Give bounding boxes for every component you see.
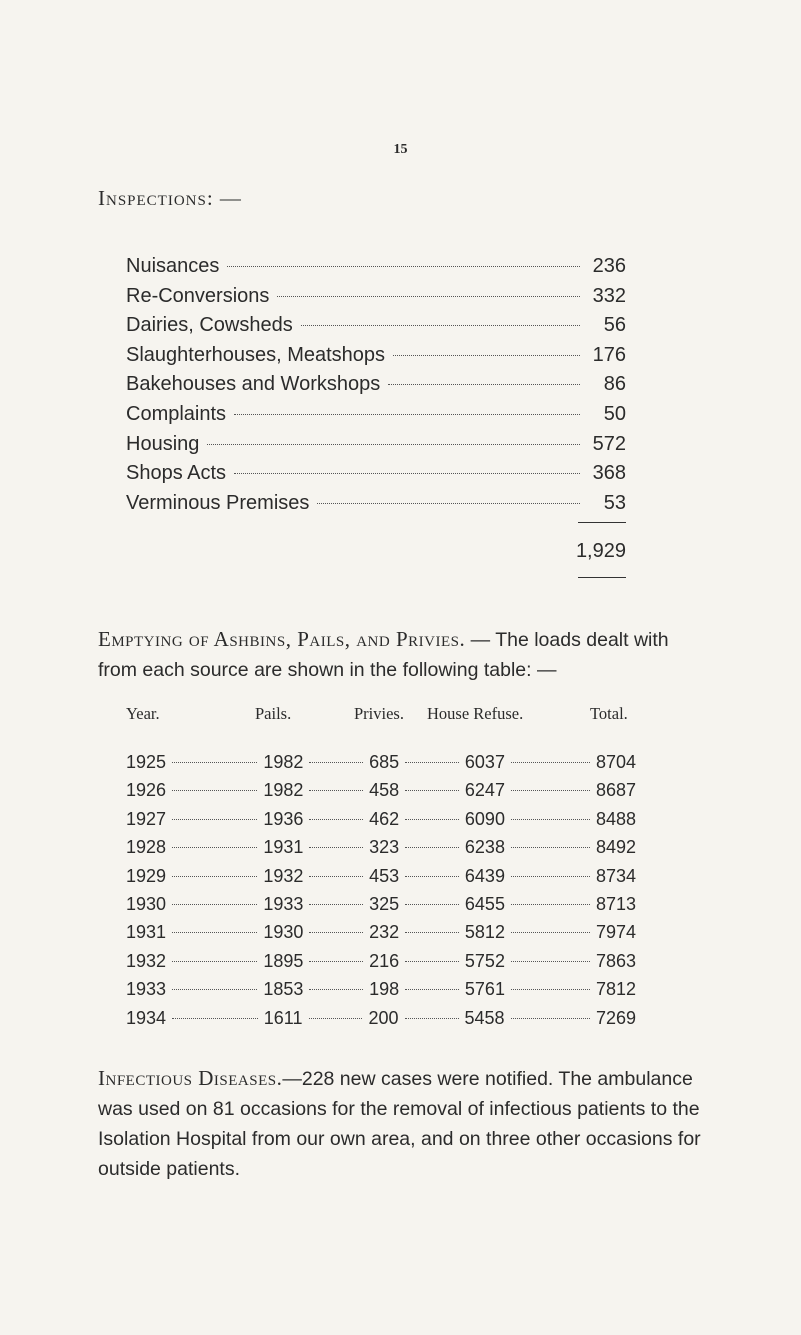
cell-privies: 200 (368, 1007, 399, 1028)
cell-pails: 1853 (263, 979, 304, 1000)
total-rule-bottom (578, 577, 626, 578)
cell-year: 1931 (126, 922, 167, 943)
table-row (126, 947, 636, 975)
cell-total: 8734 (595, 865, 636, 886)
item-value: 176 (592, 343, 626, 366)
cell-pails: 1930 (263, 922, 304, 943)
dot-leader (405, 847, 459, 848)
cell-pails: 1611 (263, 1007, 303, 1028)
dot-leader (172, 904, 257, 905)
dot-leader (405, 819, 459, 820)
item-label: Verminous Premises (126, 491, 310, 514)
item-value: 236 (592, 255, 626, 277)
cell-house-refuse: 5761 (464, 979, 505, 1000)
inspections-heading: Inspections: — (98, 186, 242, 210)
cell-pails: 1932 (263, 865, 304, 886)
dot-leader (511, 961, 590, 962)
cell-year: 1934 (126, 1007, 167, 1028)
cell-year: 1926 (126, 780, 167, 801)
dot-leader (511, 790, 590, 791)
dot-leader (405, 989, 459, 990)
dot-leader (511, 1018, 590, 1019)
cell-year: 1929 (126, 865, 167, 886)
dot-leader (172, 876, 257, 877)
cell-house-refuse: 5752 (464, 950, 505, 971)
column-header-year: Year. (126, 704, 160, 723)
dot-leader (309, 904, 363, 905)
cell-year: 1925 (126, 752, 167, 772)
dot-leader (172, 961, 257, 962)
cell-privies: 323 (369, 837, 400, 858)
table-row (126, 833, 636, 861)
emptying-paragraph (98, 624, 704, 685)
table-row (126, 1004, 636, 1032)
dot-leader (511, 932, 590, 933)
dot-leader (234, 414, 580, 415)
cell-privies: 216 (369, 950, 400, 971)
dot-leader (405, 1018, 459, 1019)
inspections-total: 1,929 (575, 540, 626, 562)
cell-house-refuse: 6455 (464, 893, 505, 914)
dot-leader (405, 762, 459, 763)
cell-privies: 462 (369, 808, 400, 829)
cell-pails: 1982 (263, 780, 304, 801)
item-label: Bakehouses and Workshops (126, 373, 381, 396)
infectious-text: —228 new cases were notified. The ambulance was used on 81 occasions for the removal of infectious patients to the Isolation Hospital from our own area, and on three other occasions for outside patients. (98, 1068, 701, 1180)
item-value: 332 (592, 284, 626, 307)
total-rule-top (578, 522, 626, 523)
dot-leader (388, 384, 580, 385)
emptying-heading: Emptying of Ashbins, Pails, and Privies. (98, 627, 466, 651)
item-value: 50 (603, 402, 626, 425)
cell-total: 8704 (595, 752, 636, 772)
item-label: Nuisances (126, 255, 220, 277)
infectious-paragraph (98, 1063, 704, 1184)
list-item (126, 341, 626, 371)
list-item (126, 400, 626, 430)
column-header-house-refuse: House Refuse. (427, 704, 524, 723)
dot-leader (309, 989, 363, 990)
cell-year: 1928 (126, 837, 167, 858)
dot-leader (405, 904, 459, 905)
dot-leader (172, 847, 257, 848)
dot-leader (172, 762, 257, 763)
cell-house-refuse: 5812 (464, 922, 505, 943)
cell-pails: 1931 (263, 837, 304, 858)
column-header-total: Total. (590, 704, 628, 723)
cell-house-refuse: 6439 (464, 865, 505, 886)
dot-leader (234, 473, 580, 474)
dot-leader (309, 847, 363, 848)
item-label: Shops Acts (126, 462, 227, 485)
cell-privies: 685 (369, 752, 400, 772)
item-value: 368 (592, 462, 626, 485)
cell-total: 7269 (595, 1007, 636, 1028)
cell-house-refuse: 6037 (464, 752, 505, 772)
cell-total: 8713 (595, 893, 636, 914)
dot-leader (172, 932, 257, 933)
cell-total: 8687 (595, 780, 636, 801)
table-row (126, 748, 636, 776)
cell-pails: 1982 (263, 752, 304, 772)
cell-pails: 1933 (263, 893, 304, 914)
dot-leader (227, 266, 580, 267)
cell-house-refuse: 5458 (464, 1007, 505, 1028)
cell-privies: 325 (369, 893, 400, 914)
item-label: Slaughterhouses, Meatshops (126, 343, 386, 366)
cell-privies: 198 (369, 979, 400, 1000)
cell-house-refuse: 6090 (464, 808, 505, 829)
dot-leader (309, 762, 363, 763)
dot-leader (405, 876, 459, 877)
cell-total: 7974 (595, 922, 636, 943)
dot-leader (309, 876, 363, 877)
dot-leader (511, 847, 590, 848)
list-item (126, 459, 626, 489)
infectious-heading: Infectious Diseases. (98, 1066, 283, 1090)
list-item (126, 370, 626, 400)
dot-leader (511, 762, 590, 763)
dot-leader (309, 1018, 363, 1019)
list-item (126, 282, 626, 312)
dot-leader (405, 790, 459, 791)
dot-leader (207, 444, 580, 445)
cell-privies: 232 (369, 922, 400, 943)
inspections-list (126, 252, 626, 518)
list-item (126, 252, 626, 282)
cell-privies: 453 (369, 865, 400, 886)
dot-leader (511, 989, 590, 990)
cell-year: 1930 (126, 893, 167, 914)
item-label: Complaints (126, 402, 227, 425)
dot-leader (511, 904, 590, 905)
dot-leader (301, 325, 580, 326)
item-label: Re-Conversions (126, 284, 270, 307)
table-row (126, 805, 636, 833)
list-item (126, 311, 626, 341)
item-value: 86 (603, 373, 626, 396)
dot-leader (172, 989, 257, 990)
table-row (126, 975, 636, 1003)
cell-total: 8492 (595, 837, 636, 858)
cell-year: 1927 (126, 808, 167, 829)
dot-leader (309, 932, 363, 933)
item-label: Housing (126, 432, 200, 455)
column-header-pails: Pails. (255, 704, 292, 723)
cell-privies: 458 (369, 780, 400, 801)
table-row (126, 890, 636, 918)
item-value: 53 (603, 491, 626, 514)
cell-pails: 1895 (263, 950, 304, 971)
list-item (126, 430, 626, 460)
dot-leader (393, 355, 580, 356)
dot-leader (317, 503, 580, 504)
item-value: 56 (603, 314, 626, 337)
emptying-text: — The loads dealt with from each source are shown in the following table: — (98, 629, 669, 681)
list-item (126, 489, 626, 519)
dot-leader (309, 961, 363, 962)
dot-leader (277, 296, 580, 297)
dot-leader (511, 819, 590, 820)
dot-leader (309, 790, 363, 791)
cell-house-refuse: 6247 (464, 780, 505, 801)
column-header-privies: Privies. (354, 704, 404, 723)
dot-leader (172, 1018, 258, 1019)
dot-leader (172, 790, 257, 791)
table-header (0, 704, 801, 728)
dot-leader (511, 876, 590, 877)
cell-pails: 1936 (263, 808, 304, 829)
cell-total: 7863 (595, 950, 636, 971)
table-row (126, 862, 636, 890)
dot-leader (405, 961, 459, 962)
cell-house-refuse: 6238 (464, 837, 505, 858)
dot-leader (309, 819, 363, 820)
ashbin-table (126, 748, 636, 1032)
dot-leader (172, 819, 257, 820)
table-row (126, 918, 636, 946)
cell-year: 1933 (126, 979, 167, 1000)
cell-total: 7812 (595, 979, 636, 1000)
dot-leader (405, 932, 459, 933)
item-value: 572 (592, 432, 626, 455)
item-label: Dairies, Cowsheds (126, 314, 293, 337)
page-number: 15 (393, 142, 408, 157)
table-row (126, 776, 636, 804)
cell-total: 8488 (595, 808, 636, 829)
cell-year: 1932 (126, 950, 167, 971)
